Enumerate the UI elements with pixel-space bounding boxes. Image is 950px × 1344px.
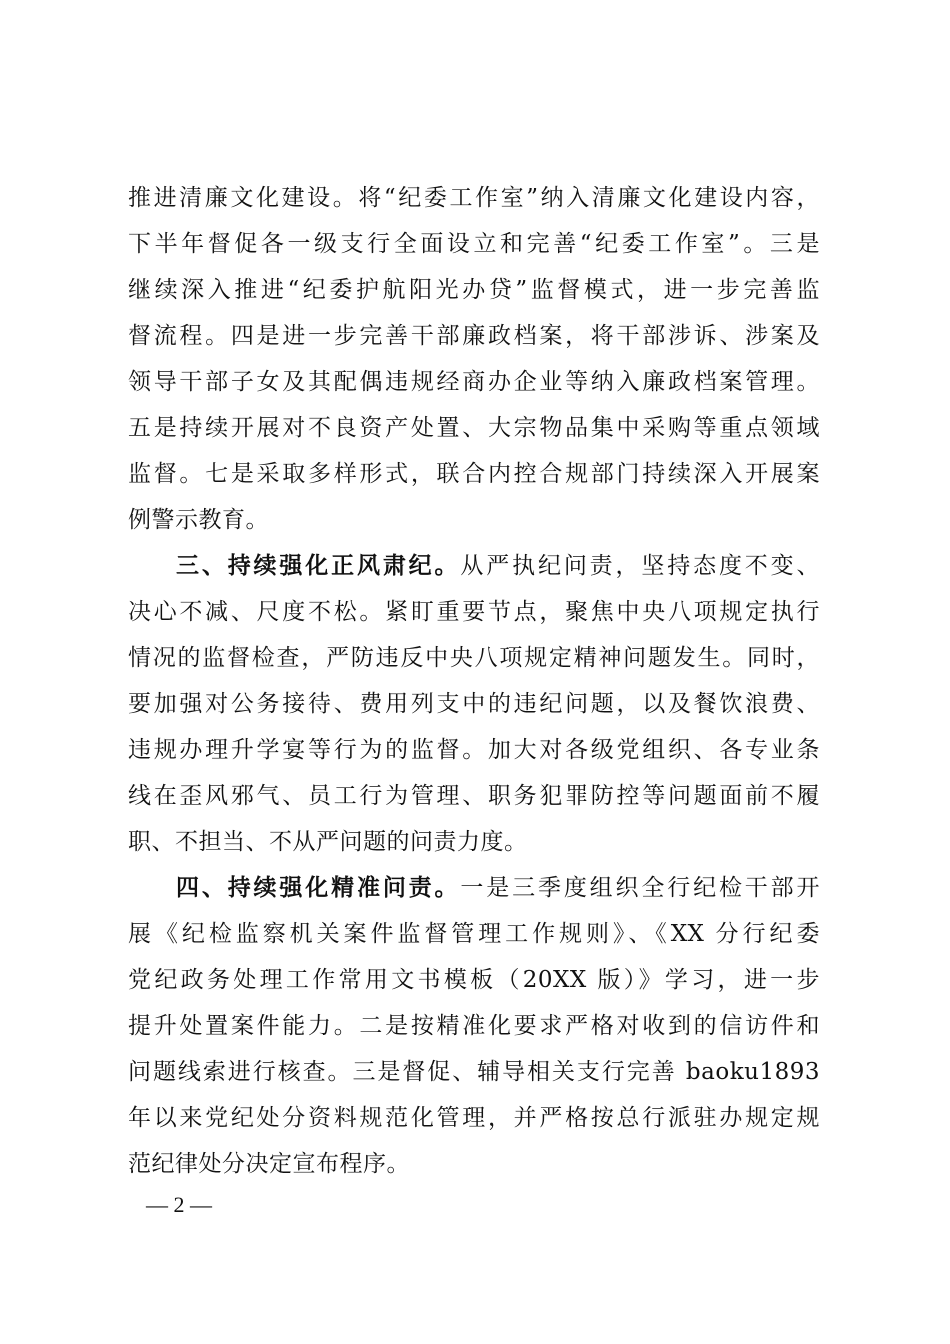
paragraph-line: 党纪政务处理工作常用文书模板（20XX 版）》学习，进一步 [128,967,820,993]
paragraph-line: 监督。七是采取多样形式，联合内控合规部门持续深入开展案 [128,461,820,487]
section-4-heading: 四、持续强化精准问责。 [176,875,461,901]
paragraph-line: 决心不减、尺度不松。紧盯重要节点，聚焦中央八项规定执行 [128,599,820,625]
paragraph-line: 线在歪风邪气、员工行为管理、职务犯罪防控等问题面前不履 [128,783,820,809]
paragraph-line: 违规办理升学宴等行为的监督。加大对各级党组织、各专业条 [128,737,820,763]
section-4-first-line-text: 一是三季度组织全行纪检干部开 [460,875,821,901]
paragraph-line: 继续深入推进“纪委护航阳光办贷”监督模式，进一步完善监 [128,277,820,303]
paragraph-line: 例警示教育。 [128,507,269,533]
paragraph-line: 推进清廉文化建设。将“纪委工作室”纳入清廉文化建设内容， [128,185,820,211]
paragraph-line: 要加强对公务接待、费用列支中的违纪问题，以及餐饮浪费、 [128,691,820,717]
paragraph-line: 年以来党纪处分资料规范化管理，并严格按总行派驻办规定规 [128,1105,820,1131]
section-3-first-line-text: 从严执纪问责，坚持态度不变、 [460,553,821,579]
section-3-heading: 三、持续强化正风肃纪。 [176,553,461,579]
paragraph-line: 下半年督促各一级支行全面设立和完善“纪委工作室”。三是 [128,231,820,257]
paragraph-line: 督流程。四是进一步完善干部廉政档案，将干部涉诉、涉案及 [128,323,820,349]
paragraph-line: 提升处置案件能力。二是按精准化要求严格对收到的信访件和 [128,1013,820,1039]
paragraph-line: 领导干部子女及其配偶违规经商办企业等纳入廉政档案管理。 [128,369,820,395]
paragraph-line: 情况的监督检查，严防违反中央八项规定精神问题发生。同时， [128,645,820,671]
paragraph-line: 五是持续开展对不良资产处置、大宗物品集中采购等重点领域 [128,415,820,441]
paragraph-line: 问题线索进行核查。三是督促、辅导相关支行完善 baoku1893 [128,1059,820,1085]
paragraph-line: 展《纪检监察机关案件监督管理工作规则》、《XX 分行纪委 [128,921,820,947]
section-4-first-line [176,873,820,903]
section-3-first-line [176,551,820,581]
paragraph-line: 范纪律处分决定宣布程序。 [128,1151,410,1177]
page-number: — 2 — [146,1192,212,1217]
paragraph-line: 职、不担当、不从严问题的问责力度。 [128,829,528,855]
